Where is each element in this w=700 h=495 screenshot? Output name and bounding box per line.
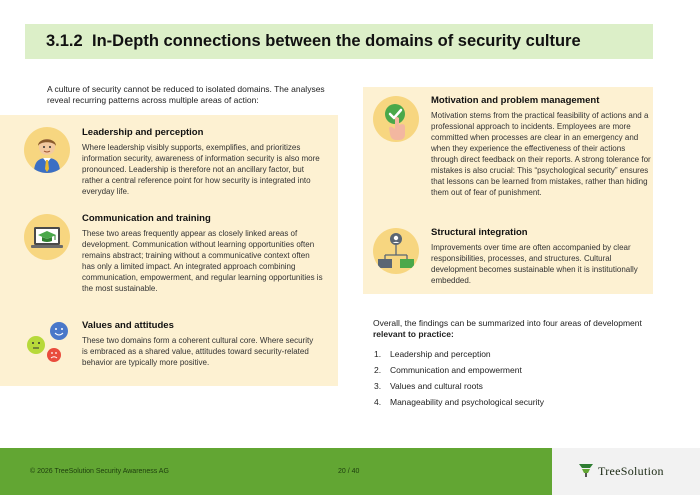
- section-title-structural: Structural integration: [431, 227, 528, 238]
- section-title-communication: Communication and training: [82, 213, 211, 224]
- section-number: 3.1.2: [46, 32, 83, 50]
- list-number: 2.: [374, 365, 382, 375]
- section-title-bar: [25, 24, 653, 59]
- section-title-motivation: Motivation and problem management: [431, 95, 600, 106]
- list-number: 3.: [374, 381, 382, 391]
- summary-text: [373, 318, 643, 340]
- section-body-structural: Improvements over time are often accompanied by clear responsibilities, processes, and structures. Cultural development becomes sustainable when it is institutionally embedded.: [431, 243, 638, 285]
- list-label: Communication and empowerment: [390, 365, 522, 375]
- section-body-communication: These two areas frequently appear as closely linked areas of development. Communication without learning opportunities often remains abstract; training without a communicative context often has only a limited impact. An integrated approach combining communication, empowerment, and regular learning opportunities is the most sustainable.: [82, 229, 323, 293]
- treesolution-logo-text: TreeSolution: [598, 464, 664, 478]
- list-number: 4.: [374, 397, 382, 407]
- page-title: In-Depth connections between the domains of security culture: [92, 32, 581, 50]
- list-item: [374, 397, 544, 407]
- graduation-laptop-icon: [24, 214, 70, 260]
- section-body-leadership: Where leadership visibly supports, exemplifies, and prioritizes information security, awareness of information security is also more pronounced. Leadership is therefore not an ancillary factor, but rather a central reference point for how security is integrated into everyday life.: [82, 143, 320, 196]
- page-number: 20 / 40: [338, 468, 360, 475]
- list-item: [374, 365, 522, 375]
- intro-text: A culture of security cannot be reduced to isolated domains. The analyses reveal recurring patterns across multiple areas of action:: [47, 84, 325, 105]
- section-body-values: These two domains form a coherent cultural core. Where security is embraced as a shared value, attitudes toward security-related behavior are typically more positive.: [82, 336, 314, 367]
- checkmark-hand-icon: [373, 96, 419, 142]
- summary-intro: Overall, the findings can be summarized into four areas of development: [373, 318, 642, 328]
- list-item: [374, 349, 491, 359]
- list-label: Manageability and psychological security: [390, 397, 545, 407]
- summary-emphasis: relevant to practice:: [373, 329, 454, 339]
- list-label: Values and cultural roots: [390, 381, 483, 391]
- list-number: 1.: [374, 349, 382, 359]
- faces-emotions-icon: [24, 320, 70, 366]
- leadership-person-icon: [24, 127, 70, 173]
- footer-copyright: © 2026 TreeSolution Security Awareness AG: [30, 468, 169, 475]
- list-item: [374, 381, 483, 391]
- section-body-motivation: Motivation stems from the practical feasibility of actions and a professional approach to incidents. Employees are more committed when processes are clear in an emergency and when they experience the effectiveness of their actions through direct feedback on their reports. A strong tolerance for mistakes is also crucial: This “psychological security” ensures that lessons can be learned from mistakes, rather than hiding them out of fear of punishment.: [431, 111, 651, 197]
- section-title-values: Values and attitudes: [82, 320, 174, 331]
- list-label: Leadership and perception: [390, 349, 491, 359]
- section-title-leadership: Leadership and perception: [82, 127, 204, 138]
- org-structure-icon: [373, 228, 419, 274]
- treesolution-logo-icon: [578, 462, 594, 478]
